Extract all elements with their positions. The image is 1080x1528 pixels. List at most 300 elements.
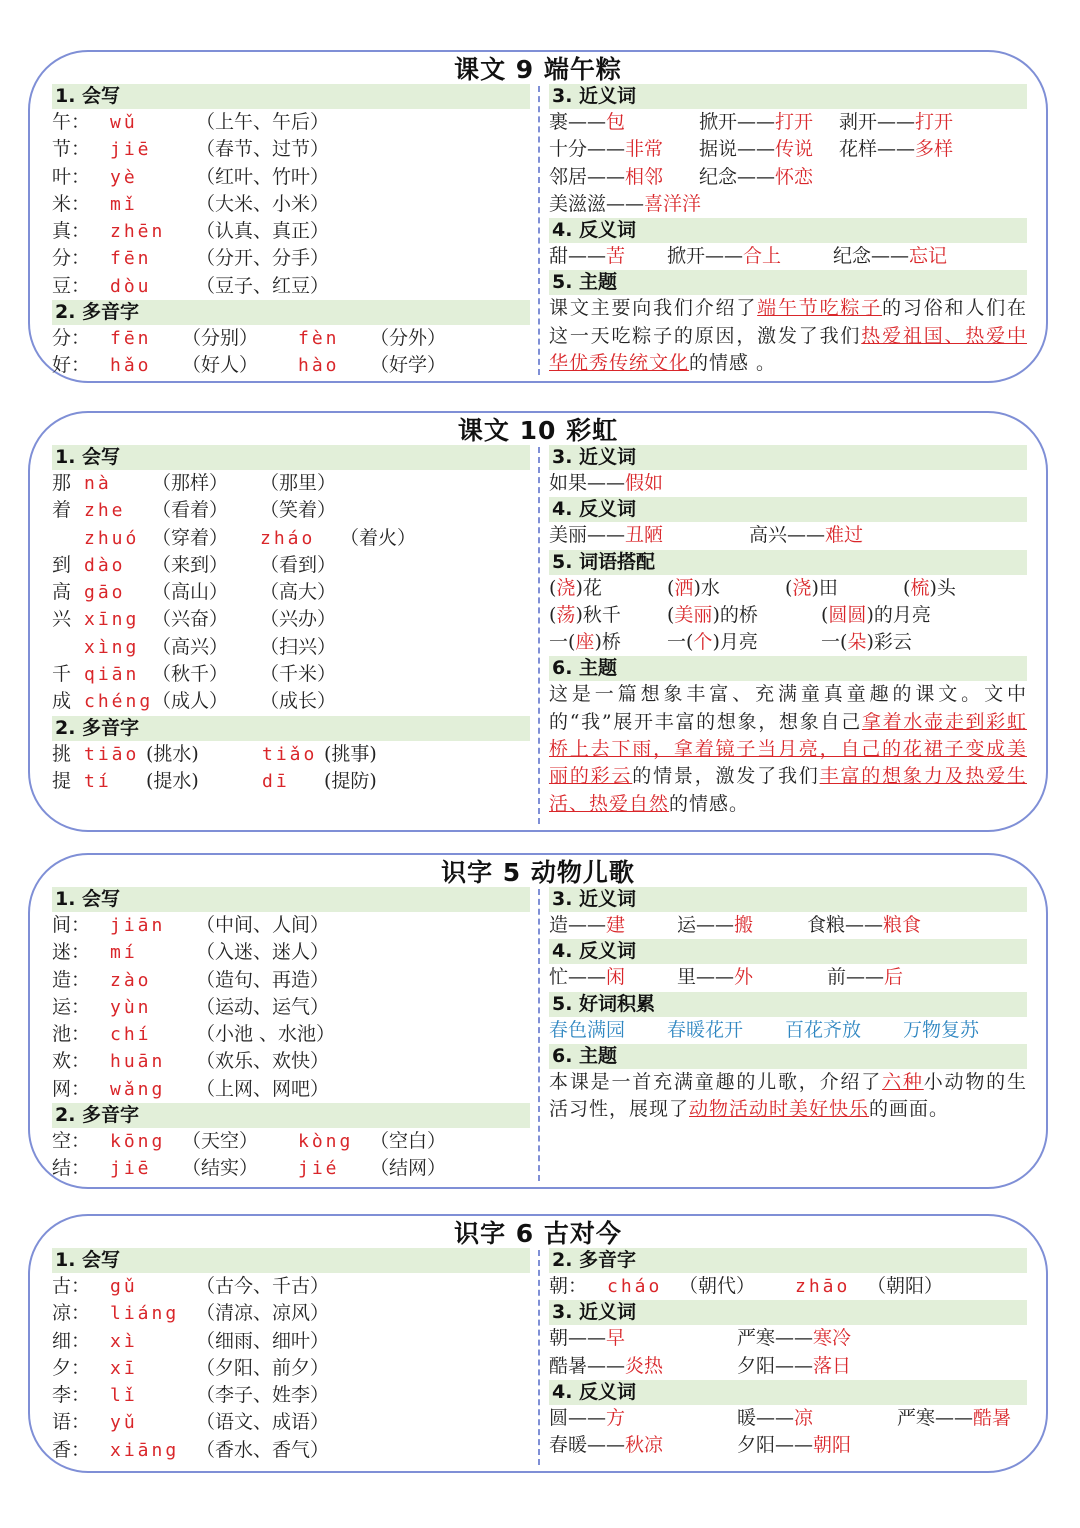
word-pair [549, 109, 699, 136]
pair-word: 邻居—— [549, 165, 626, 188]
list-row [549, 629, 1027, 656]
list-row [52, 688, 530, 715]
pinyin: xī [110, 1357, 138, 1379]
example-word: (挑事) [324, 742, 377, 765]
word-pair [827, 964, 977, 991]
left-column [52, 84, 530, 380]
pinyin: tí [84, 770, 112, 792]
pair-answer: 酷暑 [973, 1406, 1012, 1429]
left-column [52, 445, 530, 795]
pinyin: zhuó [84, 527, 140, 549]
theme-highlight: 拿着水壶走到彩虹桥上去下雨，拿着镜子当月亮，自己的花裙子变成美丽的彩云 [549, 710, 1027, 788]
list-row [549, 191, 1027, 218]
collocation-prefix: 一( [821, 631, 848, 654]
character: 造： [52, 968, 91, 991]
character: 网： [52, 1077, 91, 1100]
collocation-answer: 朵 [847, 631, 867, 654]
character: 分： [52, 327, 91, 350]
pair-word: 里—— [677, 966, 735, 989]
collocation-suffix: )的桥 [712, 603, 758, 626]
collocation-suffix: )彩云 [866, 631, 912, 654]
example-word: （分别） [182, 327, 259, 350]
pair-answer: 忘记 [909, 245, 948, 268]
word-pair [807, 912, 977, 939]
pair-answer: 相邻 [625, 165, 664, 188]
example-words: （分开、分手） [196, 247, 330, 270]
pair-word: 食粮—— [807, 914, 884, 936]
polyphone-list [549, 1273, 1027, 1300]
list-row [549, 602, 1027, 629]
pinyin: zháo [260, 527, 316, 549]
example-words: （语文、成语） [196, 1411, 330, 1434]
lesson-card-10 [28, 411, 1048, 832]
example-word: （看到） [260, 553, 337, 576]
character: 节： [52, 138, 91, 161]
character: 凉： [52, 1302, 91, 1325]
pinyin: yè [110, 166, 138, 188]
word-pair [897, 1405, 1067, 1432]
pair-answer: 传说 [775, 138, 814, 161]
pinyin: wǎng [110, 1078, 166, 1100]
pair-answer: 粮食 [883, 914, 922, 936]
collocation-suffix: )桥 [594, 631, 621, 654]
pair-answer: 外 [734, 966, 754, 989]
pair-answer: 朝阳 [813, 1434, 852, 1457]
pair-word: 甜—— [549, 245, 607, 268]
example-word: (提防) [324, 769, 377, 792]
pair-word: 忙—— [549, 966, 607, 989]
example-word: （千米） [260, 663, 337, 686]
section-header-write: 1. 会写 [52, 445, 530, 470]
good-words-row [549, 1017, 1027, 1044]
good-words-list [549, 1017, 1027, 1044]
theme-text: 这是一篇想象丰富、充满童真童趣的课文。文中的“我”展开丰富的想象，想象自己 [549, 683, 1027, 733]
character: 结： [52, 1157, 91, 1180]
list-row [52, 470, 530, 497]
collocation-answer: 浇 [792, 576, 812, 599]
example-word: （空白） [370, 1130, 447, 1153]
collocation-prefix: 一( [667, 631, 694, 654]
word-pair [839, 109, 979, 136]
pinyin: liáng [110, 1303, 180, 1325]
section-header-theme: 5. 主题 [549, 270, 1027, 295]
pair-answer: 闲 [606, 966, 626, 989]
pair-word: 掀开—— [667, 245, 744, 268]
pinyin: fēn [110, 328, 152, 350]
list-row [52, 661, 530, 688]
example-words: （上网、网吧） [196, 1077, 330, 1100]
pinyin: gāo [84, 582, 126, 604]
example-words: （运动、运气） [196, 995, 330, 1018]
collocation-suffix: )秋千 [575, 603, 621, 626]
list-row [52, 768, 530, 795]
list-row [52, 164, 530, 191]
example-word: （好人） [182, 354, 259, 377]
character: 成 [52, 690, 72, 713]
section-header-good-words: 5. 好词积累 [549, 992, 1027, 1017]
pinyin: zào [110, 969, 152, 991]
list-row [549, 1273, 1027, 1300]
example-word: (挑水) [146, 742, 199, 765]
collocation-answer: 浇 [556, 576, 576, 599]
word-pair [839, 136, 979, 163]
pair-answer: 搬 [734, 914, 754, 936]
section-header-polyphone: 2. 多音字 [52, 300, 530, 325]
section-header-write: 1. 会写 [52, 887, 530, 912]
word-pair [549, 964, 677, 991]
example-word: （朝代） [679, 1275, 756, 1297]
example-words: （入迷、迷人） [196, 941, 330, 964]
example-word: （着火） [340, 526, 417, 549]
example-word: （秋千） [152, 663, 229, 686]
theme-highlight: 丰富的想象力及热爱生活、热爱自然 [549, 765, 1027, 815]
theme-highlight: 端午节吃粽子 [757, 297, 883, 320]
literacy-card-6 [28, 1214, 1048, 1473]
pinyin: mí [110, 942, 138, 964]
example-words: （清凉、凉风） [196, 1302, 330, 1325]
pair-answer: 难过 [825, 524, 864, 547]
example-words: （春节、过节） [196, 138, 330, 161]
word-pair [749, 522, 949, 549]
antonym-list [549, 1405, 1027, 1460]
theme-paragraph [549, 295, 1027, 377]
pair-answer: 凉 [794, 1406, 814, 1429]
character: 分： [52, 247, 91, 270]
example-word: （高山） [152, 581, 229, 604]
card-title: 识字 5 动物儿歌 [441, 858, 635, 887]
character: 午： [52, 111, 91, 133]
collocation [667, 602, 821, 629]
pair-answer: 非常 [625, 138, 664, 161]
word-pair [549, 1325, 737, 1352]
list-row [549, 1353, 1027, 1380]
pair-word: 严寒—— [897, 1406, 974, 1429]
example-word: （那里） [260, 472, 337, 494]
pair-word: 据说—— [699, 138, 776, 161]
list-row [52, 967, 530, 994]
list-row [52, 1382, 530, 1409]
list-row [52, 1021, 530, 1048]
character: 空： [52, 1130, 91, 1153]
list-row [549, 470, 1027, 497]
list-row [52, 273, 530, 300]
example-word: （穿着） [152, 526, 229, 549]
collocation-suffix: )头 [929, 576, 956, 599]
example-word: （来到） [152, 553, 229, 576]
pair-word: 造—— [549, 914, 607, 936]
word-pair [677, 964, 827, 991]
list-row [52, 1300, 530, 1327]
pinyin: xìng [84, 636, 140, 658]
pair-word: 酷暑—— [549, 1354, 626, 1377]
list-row [549, 1405, 1027, 1432]
character: 兴 [52, 608, 72, 631]
pinyin: lǐ [110, 1385, 138, 1407]
good-word: 万物复苏 [903, 1018, 980, 1041]
good-word: 百花齐放 [785, 1018, 862, 1041]
list-row [52, 1409, 530, 1436]
pinyin: fèn [298, 328, 340, 350]
example-word: （那样） [152, 472, 229, 494]
theme-highlight: 动物活动时美好快乐 [689, 1098, 870, 1121]
collocation-prefix: ( [549, 603, 557, 626]
word-pair [737, 1325, 937, 1352]
collocation-suffix: )花 [575, 576, 602, 599]
character: 真： [52, 220, 91, 243]
word-pair [737, 1432, 897, 1459]
example-words: （认真、真正） [196, 220, 330, 243]
pair-answer: 包 [606, 111, 626, 133]
card-title: 课文 10 彩虹 [457, 416, 619, 445]
word-pair [549, 136, 699, 163]
section-header-write: 1. 会写 [52, 84, 530, 109]
character: 夕： [52, 1356, 91, 1379]
collocation [785, 575, 903, 602]
example-words: （红叶、竹叶） [196, 165, 330, 188]
synonym-list [549, 109, 1027, 218]
pinyin: zhe [84, 500, 126, 522]
section-header-antonyms: 4. 反义词 [549, 1380, 1027, 1405]
list-row [52, 606, 530, 633]
pinyin: xiāng [110, 1439, 180, 1461]
collocation-answer: 梳 [910, 576, 930, 599]
list-row [52, 191, 530, 218]
section-header-write: 1. 会写 [52, 1248, 530, 1273]
example-words: （上午、午后） [196, 111, 330, 133]
pinyin: jié [298, 1158, 340, 1180]
section-header-theme: 6. 主题 [549, 656, 1027, 681]
pair-answer: 秋凉 [625, 1434, 664, 1457]
pinyin: zhāo [795, 1276, 851, 1297]
pinyin: hào [298, 355, 340, 377]
collocation-prefix: ( [667, 603, 675, 626]
example-word: （好学） [370, 354, 447, 377]
list-row [549, 109, 1027, 136]
pair-word: 圆—— [549, 1406, 607, 1429]
collocation-prefix: ( [785, 576, 793, 599]
collocation [667, 629, 821, 656]
theme-text: 的情感 。 [689, 352, 777, 375]
pair-word: 掀开—— [699, 111, 776, 133]
pinyin: dī [262, 770, 290, 792]
right-column [549, 1248, 1027, 1459]
collocation-prefix: ( [549, 576, 557, 599]
list-row [52, 552, 530, 579]
character: 到 [52, 553, 72, 576]
word-pair [833, 243, 1003, 270]
theme-text: 的画面。 [869, 1098, 950, 1121]
example-words: （小池 、水池） [196, 1023, 336, 1046]
write-list [52, 470, 530, 716]
character: 提 [52, 769, 72, 792]
pair-answer: 早 [606, 1327, 626, 1350]
collocation [667, 575, 785, 602]
pair-answer: 打开 [915, 111, 954, 133]
word-pair [549, 912, 677, 939]
pair-answer: 苦 [606, 245, 626, 268]
good-word: 春色满园 [549, 1018, 626, 1041]
list-row [52, 525, 530, 552]
section-header-synonyms: 3. 近义词 [549, 445, 1027, 470]
pair-word: 十分—— [549, 138, 626, 161]
theme-text: 小动物的生活习性，展现了 [549, 1070, 1027, 1121]
example-words: （古今、千古） [196, 1275, 330, 1297]
word-pair [737, 1353, 937, 1380]
collocation-suffix: )田 [811, 576, 838, 599]
collocation-answer: 美丽 [674, 603, 713, 626]
pair-answer: 合上 [743, 245, 782, 268]
pinyin: dào [84, 554, 126, 576]
list-row [549, 243, 1027, 270]
antonym-list [549, 243, 1027, 270]
write-list [52, 1273, 530, 1464]
example-word: （看着） [152, 499, 229, 522]
pinyin: chéng [84, 691, 154, 713]
section-header-antonyms: 4. 反义词 [549, 218, 1027, 243]
column-divider [538, 1250, 540, 1465]
pinyin: kòng [298, 1131, 354, 1153]
section-header-polyphone: 2. 多音字 [52, 1103, 530, 1128]
list-row [52, 912, 530, 939]
list-row [52, 994, 530, 1021]
collocation-answer: 个 [693, 631, 713, 654]
section-header-polyphone: 2. 多音字 [549, 1248, 1027, 1273]
example-word: （结实） [182, 1157, 259, 1180]
list-row [52, 218, 530, 245]
example-word: （扫兴） [260, 635, 337, 658]
collocation-answer: 洒 [674, 576, 694, 599]
collocation-answer: 座 [575, 631, 595, 654]
example-word: （高大） [260, 581, 337, 604]
character: 池： [52, 1023, 91, 1046]
collocation [549, 629, 667, 656]
example-word: （分外） [370, 327, 447, 350]
list-row [52, 1437, 530, 1464]
list-row [52, 1273, 530, 1300]
good-word: 春暖花开 [667, 1018, 744, 1041]
list-row [549, 575, 1027, 602]
pinyin: tiāo [84, 743, 140, 765]
pair-answer: 炎热 [625, 1354, 664, 1377]
word-pair [699, 164, 839, 191]
pinyin: jiē [110, 139, 152, 161]
pinyin: qiān [84, 664, 140, 686]
collocation-answer: 圆圆 [828, 603, 867, 626]
collocation [821, 602, 1001, 629]
pinyin: cháo [607, 1276, 663, 1297]
section-header-theme: 6. 主题 [549, 1044, 1027, 1069]
list-row [52, 939, 530, 966]
pair-answer: 寒冷 [813, 1327, 852, 1350]
character: 着 [52, 499, 72, 522]
collocation-list [549, 575, 1027, 657]
pair-answer: 打开 [775, 111, 814, 133]
character: 好： [52, 354, 91, 377]
section-header-collocation: 5. 词语搭配 [549, 550, 1027, 575]
pair-answer: 建 [606, 914, 626, 936]
pinyin: tiǎo [262, 743, 318, 765]
example-words: （欢乐、欢快） [196, 1050, 330, 1073]
pinyin: yǔ [110, 1412, 138, 1434]
example-words: （细雨、细叶） [196, 1329, 330, 1352]
pair-word: 严寒—— [737, 1327, 814, 1350]
example-word: （兴办） [260, 608, 337, 631]
list-row [52, 109, 530, 136]
pinyin: kōng [110, 1131, 166, 1153]
collocation [549, 575, 667, 602]
theme-paragraph [549, 681, 1027, 817]
word-pair [699, 136, 839, 163]
pair-answer: 丑陋 [625, 524, 664, 547]
write-list [52, 109, 530, 300]
antonym-list [549, 964, 1027, 991]
list-row [52, 1076, 530, 1103]
pair-answer: 喜洋洋 [644, 192, 702, 215]
list-row [549, 964, 1027, 991]
pair-answer: 落日 [813, 1354, 852, 1377]
list-row [52, 325, 530, 352]
list-row [549, 912, 1027, 939]
example-words: （造句、再造） [196, 968, 330, 991]
character: 挑 [52, 742, 72, 765]
polyphone-list [52, 741, 530, 796]
pinyin: hǎo [110, 355, 152, 377]
word-pair [667, 243, 833, 270]
pair-word: 朝—— [549, 1327, 607, 1350]
list-row [52, 1328, 530, 1355]
collocation-suffix: )的月亮 [866, 603, 931, 626]
word-pair [549, 1432, 737, 1459]
pinyin: dòu [110, 275, 152, 297]
pair-answer: 多样 [915, 138, 954, 161]
pair-word: 夕阳—— [737, 1354, 814, 1377]
pair-word: 如果—— [549, 472, 626, 494]
synonym-list [549, 1325, 1027, 1380]
theme-highlight: 六种 [882, 1070, 924, 1093]
pinyin: chí [110, 1024, 152, 1046]
example-word: (提水) [146, 769, 199, 792]
list-row [52, 1048, 530, 1075]
pinyin: gǔ [110, 1276, 138, 1297]
list-row [549, 136, 1027, 163]
pinyin: jiē [110, 1158, 152, 1180]
collocation [549, 602, 667, 629]
example-words: （大米、小米） [196, 192, 330, 215]
word-pair [549, 1353, 737, 1380]
list-row [52, 1128, 530, 1155]
pair-answer: 怀恋 [775, 165, 814, 188]
collocation [903, 575, 1013, 602]
example-word: （结网） [370, 1157, 447, 1180]
character: 叶： [52, 165, 91, 188]
example-word: （朝阳） [867, 1275, 944, 1297]
list-row [52, 497, 530, 524]
pair-word: 运—— [677, 914, 735, 936]
collocation-suffix: )水 [693, 576, 720, 599]
section-header-synonyms: 3. 近义词 [549, 1300, 1027, 1325]
literacy-card-5 [28, 853, 1048, 1189]
theme-text: 的习俗和人们在这一天吃粽子的原因，激发了我们 [549, 297, 1027, 347]
pinyin: huān [110, 1051, 166, 1073]
example-word: （成长） [260, 690, 337, 713]
example-words: （豆子、红豆） [196, 274, 330, 297]
collocation-prefix: ( [667, 576, 675, 599]
collocation-prefix: 一( [549, 631, 576, 654]
list-row [549, 1432, 1027, 1459]
section-header-synonyms: 3. 近义词 [549, 84, 1027, 109]
write-list [52, 912, 530, 1103]
word-pair [549, 522, 749, 549]
